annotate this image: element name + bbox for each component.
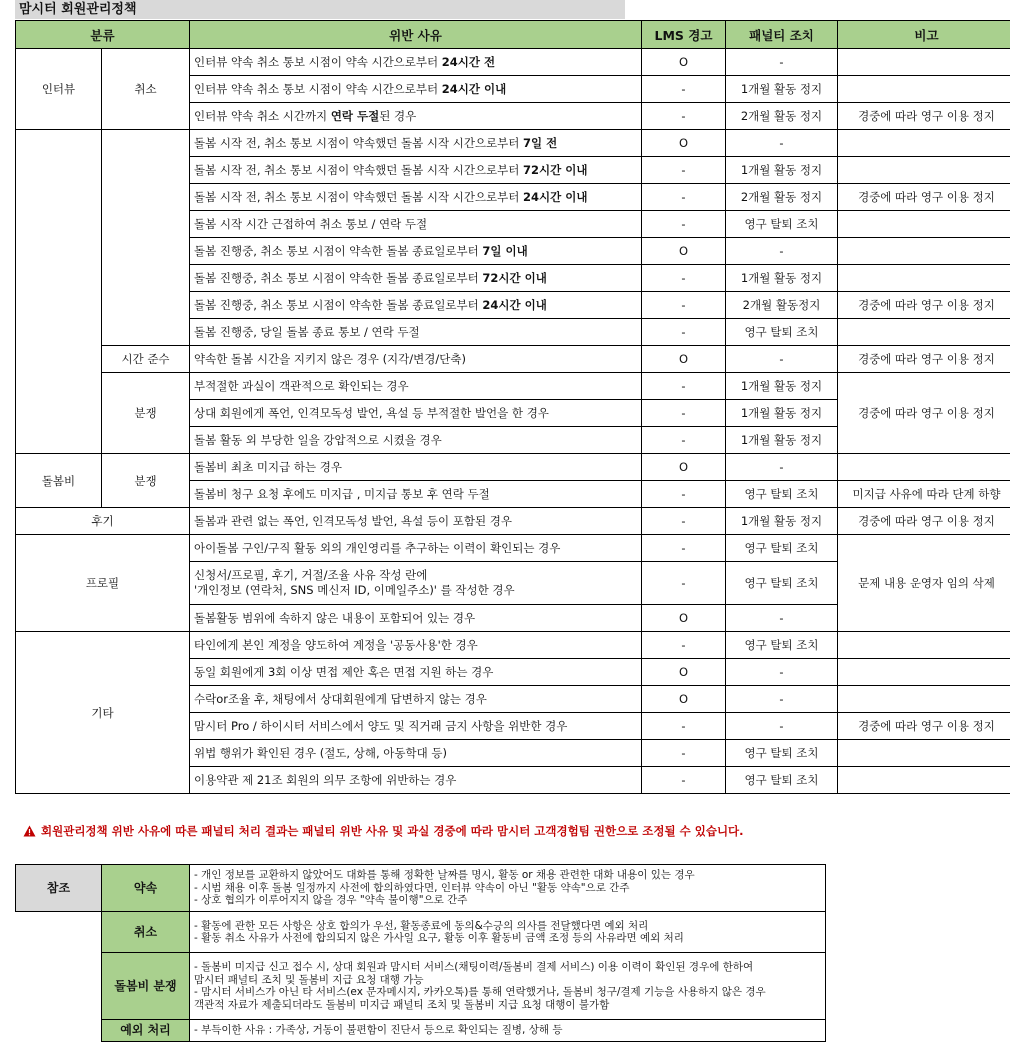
reason-cell: 이용약관 제 21조 회원의 의무 조항에 위반하는 경우 bbox=[190, 767, 642, 794]
table-row bbox=[16, 130, 1010, 157]
note-cell bbox=[838, 130, 1010, 157]
note-cell bbox=[838, 238, 1010, 265]
lms-cell: - bbox=[642, 740, 726, 767]
table-row bbox=[16, 454, 1010, 481]
table-header-row bbox=[16, 21, 1010, 49]
note-cell: 경중에 따라 영구 이용 정지 bbox=[838, 184, 1010, 211]
reason-cell: 위법 행위가 확인된 경우 (절도, 상해, 아동학대 등) bbox=[190, 740, 642, 767]
lms-cell: - bbox=[642, 562, 726, 605]
note-cell: 경중에 따라 영구 이용 정지 bbox=[838, 373, 1010, 454]
penalty-cell: 1개월 활동 정지 bbox=[726, 157, 838, 184]
penalty-cell: - bbox=[726, 49, 838, 76]
table-row bbox=[16, 535, 1010, 562]
warning-notice bbox=[23, 823, 744, 839]
category-cell: 돌봄비 bbox=[16, 454, 102, 508]
reason-cell: 돌봄 진행중, 취소 통보 시점이 약속한 돌봄 종료일로부터 7일 이내 bbox=[190, 238, 642, 265]
penalty-cell: - bbox=[726, 686, 838, 713]
reference-row bbox=[16, 953, 826, 1020]
note-cell: 경중에 따라 영구 이용 정지 bbox=[838, 713, 1010, 740]
penalty-cell: - bbox=[726, 346, 838, 373]
lms-cell: - bbox=[642, 535, 726, 562]
reason-cell: 돌봄비 최초 미지급 하는 경우 bbox=[190, 454, 642, 481]
category-cell: 후기 bbox=[16, 508, 190, 535]
subcategory-cell: 시간 준수 bbox=[102, 346, 190, 373]
note-cell bbox=[838, 686, 1010, 713]
lms-cell: O bbox=[642, 454, 726, 481]
reason-cell: 돌봄 시작 전, 취소 통보 시점이 약속했던 돌봄 시작 시간으로부터 72시간 이내 bbox=[190, 157, 642, 184]
category-cell: 인터뷰 bbox=[16, 49, 102, 130]
reason-cell: 인터뷰 약속 취소 통보 시점이 약속 시간으로부터 24시간 전 bbox=[190, 49, 642, 76]
reason-cell: 돌봄 진행중, 당일 돌봄 종료 통보 / 연락 두절 bbox=[190, 319, 642, 346]
reason-cell: 아이돌봄 구인/구직 활동 외의 개인영리를 추구하는 이력이 확인되는 경우 bbox=[190, 535, 642, 562]
note-cell bbox=[838, 49, 1010, 76]
penalty-cell: 영구 탈퇴 조치 bbox=[726, 632, 838, 659]
category-cell bbox=[16, 130, 102, 454]
reference-term: 취소 bbox=[102, 912, 190, 953]
penalty-cell: 영구 탈퇴 조치 bbox=[726, 481, 838, 508]
lms-cell: O bbox=[642, 686, 726, 713]
note-cell bbox=[838, 265, 1010, 292]
note-cell: 경중에 따라 영구 이용 정지 bbox=[838, 103, 1010, 130]
category-cell: 기타 bbox=[16, 632, 190, 794]
table-row bbox=[16, 632, 1010, 659]
lms-cell: - bbox=[642, 373, 726, 400]
reason-cell: 돌봄 시작 시간 근접하여 취소 통보 / 연락 두절 bbox=[190, 211, 642, 238]
penalty-cell: 2개월 활동정지 bbox=[726, 292, 838, 319]
note-cell bbox=[838, 319, 1010, 346]
note-cell bbox=[838, 740, 1010, 767]
note-cell: 미지급 사유에 따라 단계 하향 bbox=[838, 481, 1010, 508]
subcategory-cell: 취소 bbox=[102, 49, 190, 130]
penalty-cell: 영구 탈퇴 조치 bbox=[726, 535, 838, 562]
lms-cell: O bbox=[642, 605, 726, 632]
lms-cell: - bbox=[642, 103, 726, 130]
category-cell: 프로필 bbox=[16, 535, 190, 632]
lms-cell: O bbox=[642, 130, 726, 157]
lms-cell: O bbox=[642, 659, 726, 686]
reference-row bbox=[16, 912, 826, 953]
reason-cell: 맘시터 Pro / 하이시터 서비스에서 양도 및 직거래 금지 사항을 위반한 경우 bbox=[190, 713, 642, 740]
subcategory-cell: 분쟁 bbox=[102, 373, 190, 454]
penalty-cell: 영구 탈퇴 조치 bbox=[726, 319, 838, 346]
note-cell bbox=[838, 76, 1010, 103]
penalty-cell: - bbox=[726, 713, 838, 740]
penalty-cell: 1개월 활동 정지 bbox=[726, 373, 838, 400]
lms-cell: - bbox=[642, 184, 726, 211]
lms-cell: O bbox=[642, 346, 726, 373]
reference-term: 약속 bbox=[102, 865, 190, 912]
penalty-cell: 영구 탈퇴 조치 bbox=[726, 740, 838, 767]
lms-cell: - bbox=[642, 319, 726, 346]
penalty-cell: - bbox=[726, 605, 838, 632]
reference-table bbox=[15, 864, 826, 1042]
table-row bbox=[16, 346, 1010, 373]
note-cell: 경중에 따라 영구 이용 정지 bbox=[838, 508, 1010, 535]
note-cell: 경중에 따라 영구 이용 정지 bbox=[838, 292, 1010, 319]
lms-cell: - bbox=[642, 713, 726, 740]
reference-term: 예외 처리 bbox=[102, 1020, 190, 1042]
reason-cell: 상대 회원에게 폭언, 인격모독성 발언, 욕설 등 부적절한 발언을 한 경우 bbox=[190, 400, 642, 427]
reason-cell: 돌봄 시작 전, 취소 통보 시점이 약속했던 돌봄 시작 시간으로부터 7일 전 bbox=[190, 130, 642, 157]
lms-cell: O bbox=[642, 49, 726, 76]
reason-cell: 약속한 돌봄 시간을 지키지 않은 경우 (지각/변경/단축) bbox=[190, 346, 642, 373]
header-note: 비고 bbox=[838, 21, 1010, 49]
warning-icon bbox=[23, 825, 36, 837]
lms-cell: - bbox=[642, 292, 726, 319]
note-cell: 문제 내용 운영자 임의 삭제 bbox=[838, 535, 1010, 632]
penalty-cell: 1개월 활동 정지 bbox=[726, 76, 838, 103]
lms-cell: - bbox=[642, 767, 726, 794]
subcategory-cell bbox=[102, 130, 190, 346]
reference-desc: - 부득이한 사유 : 가족상, 거동이 불편함이 진단서 등으로 확인되는 질병, 상해 등 bbox=[190, 1020, 826, 1042]
penalty-cell: 1개월 활동 정지 bbox=[726, 427, 838, 454]
header-category: 분류 bbox=[16, 21, 190, 49]
header-lms: LMS 경고 bbox=[642, 21, 726, 49]
table-row bbox=[16, 373, 1010, 400]
lms-cell: - bbox=[642, 76, 726, 103]
note-cell bbox=[838, 454, 1010, 481]
reference-term: 돌봄비 분쟁 bbox=[102, 953, 190, 1020]
reason-cell: 부적절한 과실이 객관적으로 확인되는 경우 bbox=[190, 373, 642, 400]
reason-cell: 신청서/프로필, 후기, 거절/조율 사유 작성 란에 '개인정보 (연락처, SNS 메신저 ID, 이메일주소)' 를 작성한 경우 bbox=[190, 562, 642, 605]
reason-cell: 돌봄과 관련 없는 폭언, 인격모독성 발언, 욕설 등이 포함된 경우 bbox=[190, 508, 642, 535]
penalty-cell: 1개월 활동 정지 bbox=[726, 265, 838, 292]
reason-cell: 돌봄활동 범위에 속하지 않은 내용이 포함되어 있는 경우 bbox=[190, 605, 642, 632]
header-reason: 위반 사유 bbox=[190, 21, 642, 49]
policy-table bbox=[15, 20, 1010, 794]
penalty-cell: 영구 탈퇴 조치 bbox=[726, 211, 838, 238]
reference-row bbox=[16, 1020, 826, 1042]
note-cell: 경중에 따라 영구 이용 정지 bbox=[838, 346, 1010, 373]
lms-cell: - bbox=[642, 427, 726, 454]
penalty-cell: 2개월 활동 정지 bbox=[726, 184, 838, 211]
lms-cell: - bbox=[642, 400, 726, 427]
lms-cell: - bbox=[642, 157, 726, 184]
reason-cell: 돌봄 진행중, 취소 통보 시점이 약속한 돌봄 종료일로부터 72시간 이내 bbox=[190, 265, 642, 292]
reason-cell: 돌봄 활동 외 부당한 일을 강압적으로 시켰을 경우 bbox=[190, 427, 642, 454]
lms-cell: O bbox=[642, 238, 726, 265]
note-cell bbox=[838, 659, 1010, 686]
lms-cell: - bbox=[642, 481, 726, 508]
reason-cell: 타인에게 본인 계정을 양도하여 계정을 '공동사용'한 경우 bbox=[190, 632, 642, 659]
reference-desc: - 활동에 관한 모든 사항은 상호 합의가 우선, 활동종료에 동의&수긍의 의사를 전달했다면 예외 처리 - 활동 취소 사유가 사전에 합의되지 않은 가사일 요구, 활동 이후 활동비 금액 조정 등의 사유라면 예외 처리 bbox=[190, 912, 826, 953]
table-row bbox=[16, 508, 1010, 535]
penalty-cell: 1개월 활동 정지 bbox=[726, 508, 838, 535]
reason-cell: 돌봄비 청구 요청 후에도 미지급 , 미지급 통보 후 연락 두절 bbox=[190, 481, 642, 508]
lms-cell: - bbox=[642, 211, 726, 238]
note-cell bbox=[838, 211, 1010, 238]
penalty-cell: - bbox=[726, 659, 838, 686]
penalty-cell: 1개월 활동 정지 bbox=[726, 400, 838, 427]
note-cell bbox=[838, 767, 1010, 794]
page-title: 맘시터 회원관리정책 bbox=[15, 0, 625, 19]
table-row bbox=[16, 49, 1010, 76]
subcategory-cell: 분쟁 bbox=[102, 454, 190, 508]
reference-desc: - 개인 정보를 교환하지 않았어도 대화를 통해 정확한 날짜를 명시, 활동 or 채용 관련한 대화 내용이 있는 경우 - 시범 채용 이후 돌봄 일정까지 사전에 합의하였다면, 인터뷰 약속이 아닌 "활동 약속"으로 간주 - 상호 협의가 이루어지지 않을 경우 "약속 불이행"으로 간주 bbox=[190, 865, 826, 912]
note-cell bbox=[838, 632, 1010, 659]
penalty-cell: - bbox=[726, 238, 838, 265]
reason-cell: 돌봄 진행중, 취소 통보 시점이 약속한 돌봄 종료일로부터 24시간 이내 bbox=[190, 292, 642, 319]
penalty-cell: 영구 탈퇴 조치 bbox=[726, 767, 838, 794]
lms-cell: - bbox=[642, 632, 726, 659]
penalty-cell: 2개월 활동 정지 bbox=[726, 103, 838, 130]
lms-cell: - bbox=[642, 265, 726, 292]
note-cell bbox=[838, 157, 1010, 184]
reference-row bbox=[16, 865, 826, 912]
lms-cell: - bbox=[642, 508, 726, 535]
reason-cell: 수락or조율 후, 채팅에서 상대회원에게 답변하지 않는 경우 bbox=[190, 686, 642, 713]
reason-cell: 인터뷰 약속 취소 통보 시점이 약속 시간으로부터 24시간 이내 bbox=[190, 76, 642, 103]
penalty-cell: - bbox=[726, 130, 838, 157]
penalty-cell: 영구 탈퇴 조치 bbox=[726, 562, 838, 605]
reason-cell: 인터뷰 약속 취소 시간까지 연락 두절된 경우 bbox=[190, 103, 642, 130]
reason-cell: 동일 회원에게 3회 이상 면접 제안 혹은 면접 지원 하는 경우 bbox=[190, 659, 642, 686]
reference-desc: - 돌봄비 미지급 신고 접수 시, 상대 회원과 맘시터 서비스(채팅이력/돌봄비 결제 서비스) 이용 이력이 확인된 경우에 한하여 맘시터 패널티 조치 및 돌봄비 지급 요청 대행 가능 - 맘시터 서비스가 아닌 타 서비스(ex 문자메시지, 카카오톡)를 통해 연락했거나, 돌봄비 청구/결제 기능을 사용하지 않은 경우 객관적 자료가 제출되더라도 돌봄비 미지급 패널티 조치 및 돌봄비 지급 요청 대행이 불가함 bbox=[190, 953, 826, 1020]
penalty-cell: - bbox=[726, 454, 838, 481]
reference-label: 참조 bbox=[16, 865, 102, 912]
reason-cell: 돌봄 시작 전, 취소 통보 시점이 약속했던 돌봄 시작 시간으로부터 24시간 이내 bbox=[190, 184, 642, 211]
header-penalty: 패널티 조치 bbox=[726, 21, 838, 49]
warning-text: 회원관리정책 위반 사유에 따른 패널티 처리 결과는 패널티 위반 사유 및 과실 경중에 따라 맘시터 고객경험팀 권한으로 조정될 수 있습니다. bbox=[41, 824, 744, 838]
